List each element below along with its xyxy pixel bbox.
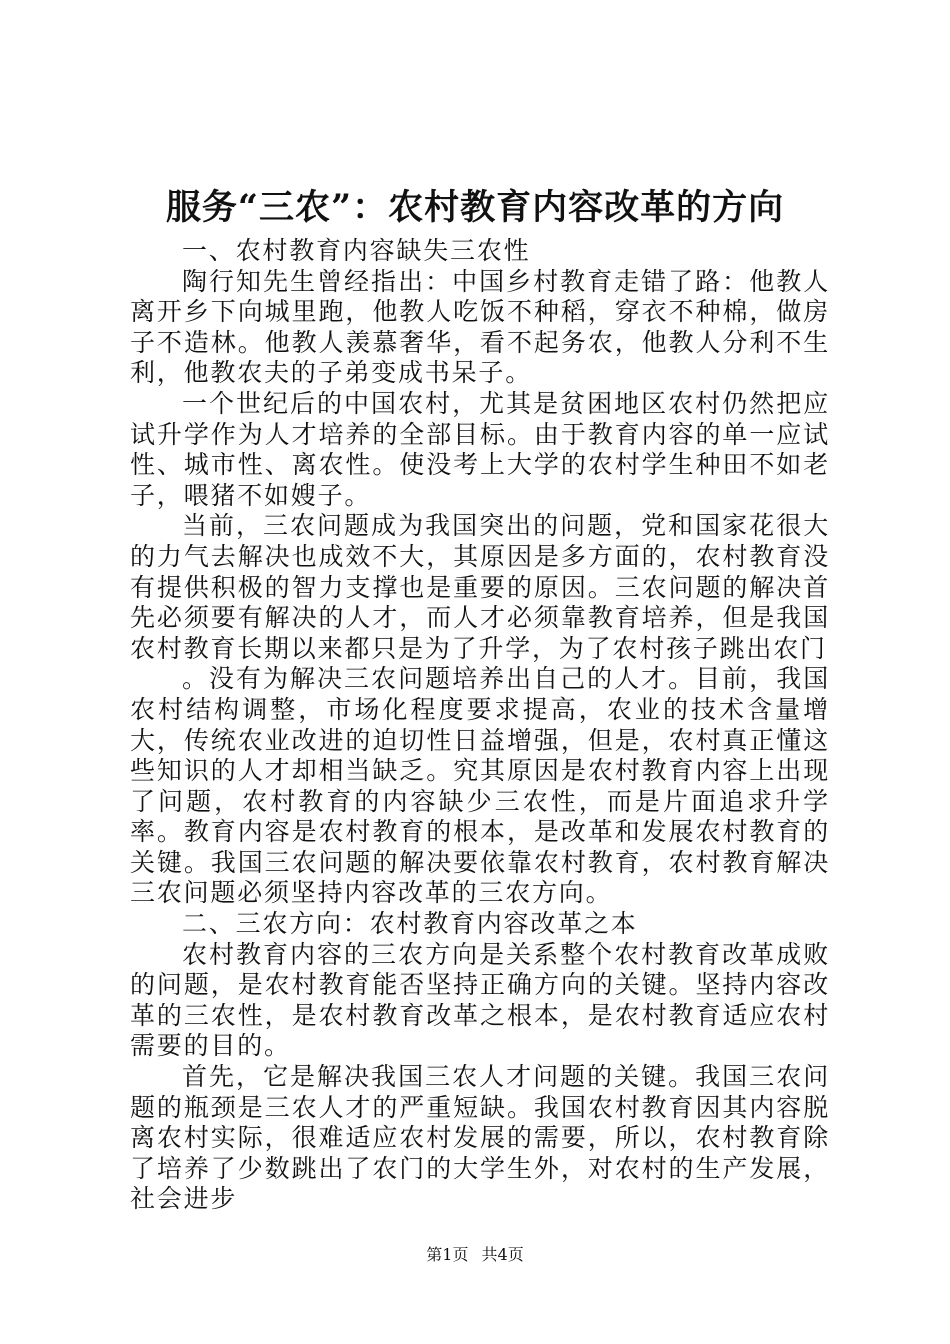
- paragraph: 农村教育内容的三农方向是关系整个农村教育改革成败的问题，是农村教育能否坚持正确方向的关键。坚持内容改革的三农性，是农村教育改革之根本，是农村教育适应农村需要的目的。: [130, 939, 830, 1061]
- paragraph: 陶行知先生曾经指出：中国乡村教育走错了路：他教人离开乡下向城里跑，他教人吃饭不种稻，穿衣不种棉，做房子不造林。他教人羡慕奢华，看不起务农，他教人分利不生利，他教农夫的子弟变成书呆子。: [130, 266, 830, 388]
- paragraph: 。没有为解决三农问题培养出自己的人才。目前，我国农村结构调整，市场化程度要求提高，农业的技术含量增大，传统农业改进的迫切性日益增强，但是，农村真正懂这些知识的人才却相当缺乏。究其原因是农村教育内容上出现了问题，农村教育的内容缺少三农性，而是片面追求升学率。教育内容是农村教育的根本，是改革和发展农村教育的关键。我国三农问题的解决要依靠农村教育，农村教育解决三农问题必须坚持内容改革的三农方向。: [130, 664, 830, 908]
- section-heading-2: 二、三农方向：农村教育内容改革之本: [182, 909, 638, 939]
- page-number: 第1页: [426, 1245, 469, 1264]
- page-footer: [0, 1245, 950, 1265]
- paragraph: 首先，它是解决我国三农人才问题的关键。我国三农问题的瓶颈是三农人才的严重短缺。我国农村教育因其内容脱离农村实际，很难适应农村发展的需要，所以，农村教育除了培养了少数跳出了农门的大学生外，对农村的生产发展，社会进步: [130, 1062, 830, 1214]
- document-body: [130, 236, 830, 1215]
- paragraph: 当前，三农问题成为我国突出的问题，党和国家花很大的力气去解决也成效不大，其原因是多方面的，农村教育没有提供积极的智力支撑也是重要的原因。三农问题的解决首先必须要有解决的人才，而人才必须靠教育培养，但是我国农村教育长期以来都只是为了升学，为了农村孩子跳出农门: [130, 511, 830, 663]
- document-title: 服务“三农”：农村教育内容改革的方向: [165, 187, 785, 228]
- section-heading-1: 一、农村教育内容缺失三农性: [182, 236, 531, 265]
- page-total: 共4页: [481, 1245, 524, 1264]
- paragraph: 一个世纪后的中国农村，尤其是贫困地区农村仍然把应试升学作为人才培养的全部目标。由于教育内容的单一应试性、城市性、离农性。使没考上大学的农村学生种田不如老子，喂猪不如嫂子。: [130, 388, 830, 510]
